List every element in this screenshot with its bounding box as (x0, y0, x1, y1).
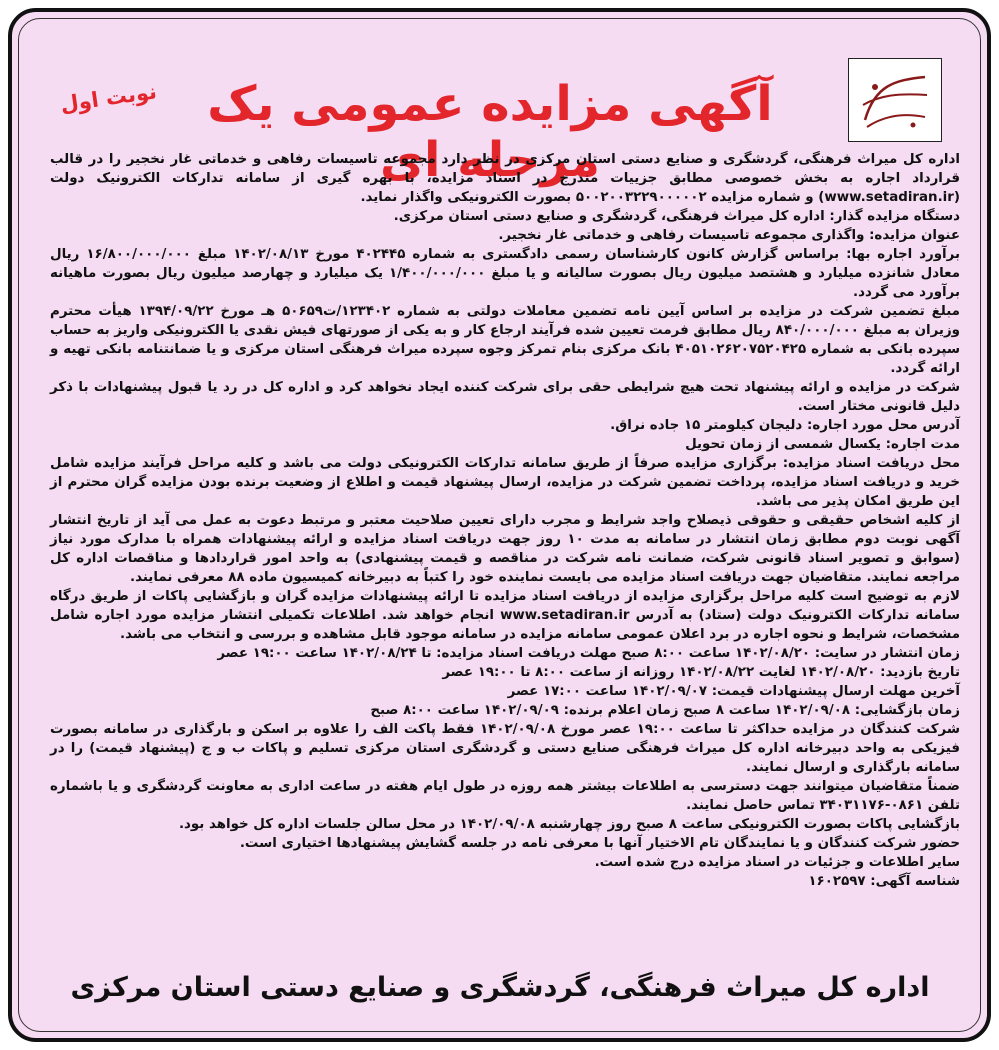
paragraph: از کلیه اشخاص حقیقی و حقوقی ذیصلاح واجد شرایط و مجرب دارای تعیین صلاحیت معتبر و مرتبط دعوت به عمل می آید از تاریخ انتشار آگهی نوبت دوم مطابق زمان انتشار در سامانه به مدت ۱۰ روز جهت دریافت اسناد مزایده و ارائه پیشنهادات همراه با مدارک مورد نیاز (سوابق و تصویر اسناد قانونی شرکت، ضمانت نامه شرکت در مناقصه و قیمت پیشنهادی) به واحد امور قراردادها و مناقصات اداره کل مراجعه نمایند. متقاضیان جهت دریافت اسناد مزایده می بایست نماینده خود را کتباً به دبیرخانه کمیسیون ماده ۸۸ معرفی نمایند. (50, 513, 960, 585)
paragraph: ضمناً متقاضیان میتوانند جهت دسترسی به اطلاعات بیشتر همه روزه در طول ایام هفته در ساعت اداری به معاونت گردشگری و یا باشماره تلفن ۰۸۶۱-۳۴۰۳۱۱۷۶ تماس حاصل نمایند. (50, 779, 960, 813)
ministry-logo (848, 58, 942, 142)
paragraph: شرکت در مزایده و ارائه پیشنهاد تحت هیچ شرایطی حقی برای شرکت کننده ایجاد نخواهد کرد و اداره کل در رد یا قبول پیشنهادات با ذکر دلیل قانونی مختار است. (50, 380, 960, 414)
paragraph: لازم به توضیح است کلیه مراحل برگزاری مزایده از دریافت اسناد مزایده تا ارائه پیشنهادات مزایده گران و بازگشایی پاکات از طریق درگاه سامانه تدارکات الکترونیک دولت (ستاد) به آدرس www.setadiran.ir انجام خواهد شد. اطلاعات تکمیلی انتشار مزایده مورد اجاره شامل مشخصات، شرایط و نحوه اجاره در برد اعلان عمومی سامانه مزایده در سامانه موجود قابل مشاهده و بررسی و انتخاب می باشد. (50, 589, 960, 642)
notice-body (50, 150, 960, 891)
insertion-tag: نوبت اول (58, 79, 159, 117)
page-title: آگهی مزایده عمومی یک مرحله ای (207, 76, 773, 188)
paragraph: شناسه آگهی: ۱۶۰۲۵۹۷ (808, 874, 960, 889)
ministry-logo-icon (855, 65, 935, 135)
footer-organization: اداره کل میراث فرهنگی، گردشگری و صنایع دستی استان مرکزی (70, 972, 930, 1003)
paragraph: حضور شرکت کنندگان و یا نمایندگان تام الاختیار آنها با معرفی نامه در جلسه گشایش پیشنهادها اختیاری است. (239, 836, 960, 851)
paragraph: زمان انتشار در سایت: ۱۴۰۲/۰۸/۲۰ ساعت ۸:۰۰ صبح مهلت دریافت اسناد مزایده: تا ۱۴۰۲/۰۸/۲۴ ساعت ۱۹:۰۰ عصر (217, 646, 960, 661)
paragraph: اداره کل میراث فرهنگی، گردشگری و صنایع دستی استان مرکزی در نظر دارد مجموعه تاسیسات رفاهی و خدماتی غار نخجیر را در قالب قرارداد اجاره به بخش خصوصی مطابق جزییات مندرج در اسناد مزایده، با بهره گیری از سامانه تدارکات الکترونیک دولت (www.setadiran.ir) و شماره مزایده ۵۰۰۲۰۰۳۲۲۹۰۰۰۰۰۲ بصورت الکترونیکی واگذار نماید. (50, 152, 960, 205)
paragraph: زمان بازگشایی: ۱۴۰۲/۰۹/۰۸ ساعت ۸ صبح زمان اعلام برنده: ۱۴۰۲/۰۹/۰۹ ساعت ۸:۰۰ صبح (370, 703, 960, 718)
paragraph: محل دریافت اسناد مزایده: برگزاری مزایده صرفاً از طریق سامانه تدارکات الکترونیکی دولت می باشد و کلیه مراحل فرآیند مزایده شامل خرید و دریافت اسناد مزایده، پرداخت تضمین شرکت در مزایده، ارسال پیشنهاد قیمت و اطلاع از وضعیت برنده بودن مزایده گران محترم از این طریق امکان پذیر می باشد. (50, 456, 960, 509)
paragraph: عنوان مزایده: واگذاری مجموعه تاسیسات رفاهی و خدماتی غار نخجیر. (498, 228, 960, 243)
paragraph: مدت اجاره: یکسال شمسی از زمان تحویل (685, 437, 960, 452)
paragraph: دستگاه مزایده گذار: اداره کل میراث فرهنگی، گردشگری و صنایع دستی استان مرکزی. (393, 209, 960, 224)
paragraph: آخرین مهلت ارسال پیشنهادات قیمت: ۱۴۰۲/۰۹/۰۷ ساعت ۱۷:۰۰ عصر (507, 684, 960, 699)
paragraph: مبلغ تضمین شرکت در مزایده بر اساس آیین نامه تضمین معاملات دولتی به شماره ۱۲۳۴۰۲/ت۵۰۶۵۹ هـ مورخ ۱۳۹۴/۰۹/۲۲ هیأت محترم وزیران به مبلغ ۸۴۰/۰۰۰/۰۰۰ ریال مطابق فرمت تعیین شده فرآیند ارجاع کار و به یکی از صورتهای فیش نقدی یا الکترونیکی واریز به حساب سپرده بانکی به شماره ۴۰۵۱۰۲۶۲۰۷۵۲۰۴۲۵ بانک مرکزی بنام تمرکز وجوه سپرده میراث فرهنگی استان مرکزی و یا ضمانتنامه بانکی تهیه و ارائه گردد. (50, 304, 960, 376)
paragraph: سایر اطلاعات و جزئیات در اسناد مزایده درج شده است. (594, 855, 960, 870)
paragraph: بازگشایی پاکات بصورت الکترونیکی ساعت ۸ صبح روز چهارشنبه ۱۴۰۲/۰۹/۰۸ در محل سالن جلسات اداره کل خواهد بود. (178, 817, 960, 832)
paragraph: تاریخ بازدید: ۱۴۰۲/۰۸/۲۰ لغایت ۱۴۰۲/۰۸/۲۲ روزانه از ساعت ۸:۰۰ تا ۱۹:۰۰ عصر (442, 665, 960, 680)
paragraph: برآورد اجاره بها: براساس گزارش کانون کارشناسان رسمی دادگستری به شماره ۴۰۲۴۴۵ مورخ ۱۴۰۲/۰۸/۱۳ مبلغ ۱۶/۸۰۰/۰۰۰/۰۰۰ ریال معادل شانزده میلیارد و هشتصد میلیون ریال بصورت سالیانه و یا مبلغ ۱/۴۰۰/۰۰۰/۰۰۰ یک میلیارد و چهارصد میلیون ریال بصورت ماهیانه برآورد می گردد. (50, 247, 960, 300)
paragraph: آدرس محل مورد اجاره: دلیجان کیلومتر ۱۵ جاده نراق. (610, 418, 960, 433)
paragraph: شرکت کنندگان در مزایده حداکثر تا ساعت ۱۹:۰۰ عصر مورخ ۱۴۰۲/۰۹/۰۸ فقط پاکت الف را علاوه بر اسکن و بارگذاری در سامانه بصورت فیزیکی به واحد دبیرخانه اداره کل میراث فرهنگی صنایع دستی و گردشگری استان مرکزی تسلیم و پاکات ب و ج (پیشنهاد قیمت) را در سامانه بارگذاری و ارسال نمایند. (50, 722, 961, 775)
